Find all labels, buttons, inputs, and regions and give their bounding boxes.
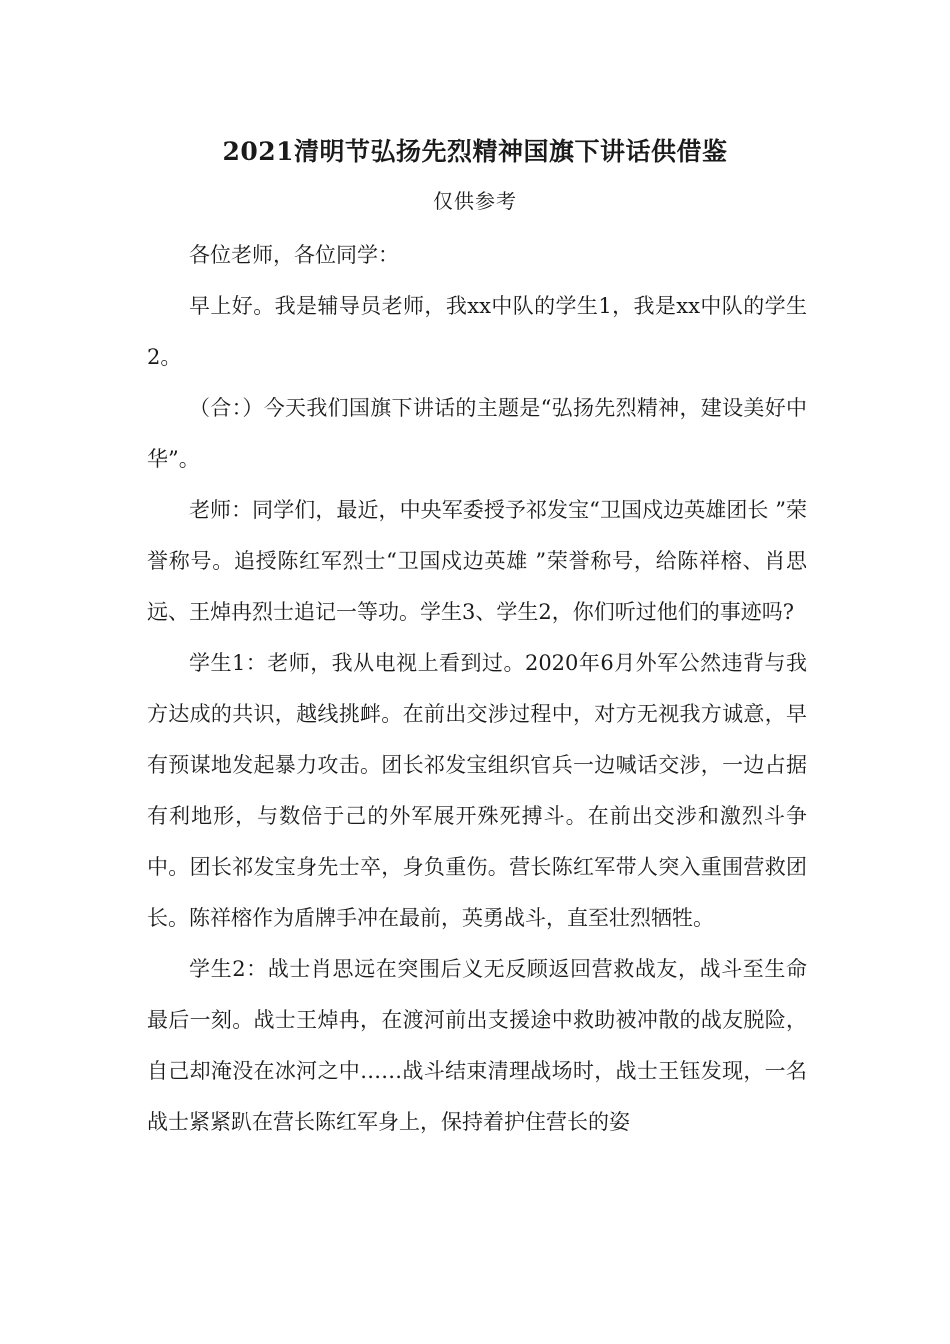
document-body [147, 230, 807, 1148]
paragraph-student2: 学生2：战士肖思远在突围后义无反顾返回营救战友，战斗至生命最后一刻。战士王焯冉，在渡河前出支援途中救助被冲散的战友脱险，自己却淹没在冰河之中……战斗结束清理战场时，战士王钰发现，一名战士紧紧趴在营长陈红军身上，保持着护住营长的姿 [147, 957, 807, 1134]
paragraph-teacher: 老师：同学们，最近，中央军委授予祁发宝“卫国戍边英雄团长 ”荣誉称号。追授陈红军烈士“卫国戍边英雄 ”荣誉称号，给陈祥榕、肖思远、王焯冉烈士追记一等功。学生3、学生2，你们听过他们的事迹吗? [147, 498, 807, 624]
paragraph-greeting: 各位老师，各位同学： [189, 243, 399, 267]
paragraph-intro: 早上好。我是辅导员老师，我xx中队的学生1，我是xx中队的学生2。 [147, 294, 807, 369]
document-title: 2021清明节弘扬先烈精神国旗下讲话供借鉴 [222, 137, 728, 166]
paragraph-student1: 学生1：老师，我从电视上看到过。2020年6月外军公然违背与我方达成的共识，越线挑衅。在前出交涉过程中，对方无视我方诚意，早有预谋地发起暴力攻击。团长祁发宝组织官兵一边喊话交涉，一边占据有利地形，与数倍于己的外军展开殊死搏斗。在前出交涉和激烈斗争中。团长祁发宝身先士卒，身负重伤。营长陈红军带人突入重围营救团长。陈祥榕作为盾牌手冲在最前，英勇战斗，直至壮烈牺牲。 [147, 651, 807, 930]
paragraph-theme: （合：）今天我们国旗下讲话的主题是“弘扬先烈精神，建设美好中华”。 [147, 396, 807, 471]
document-subtitle: 仅供参考 [433, 189, 517, 213]
